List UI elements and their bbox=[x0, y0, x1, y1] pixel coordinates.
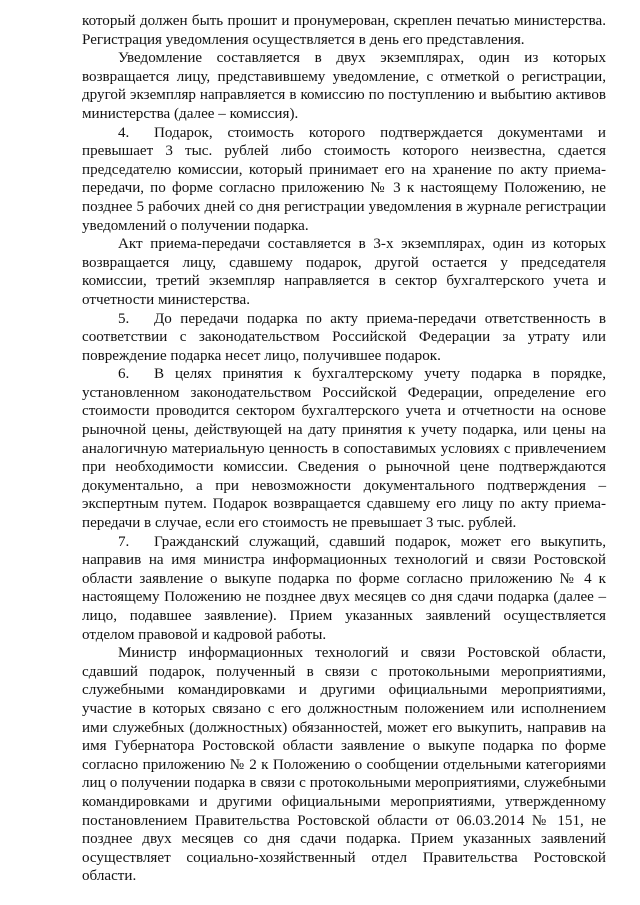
item-number: 5. bbox=[118, 310, 130, 327]
paragraph-item-7 bbox=[82, 533, 606, 645]
document-page bbox=[82, 12, 606, 886]
item-number: 4. bbox=[118, 124, 130, 141]
paragraph-notice-copies bbox=[82, 49, 606, 123]
item-number: 6. bbox=[118, 366, 130, 383]
paragraph-text: Подарок, стоимость которого подтверждается документами и превышает 3 тыс. рублей либо стоимость которого неизвестна, сдается председателю комиссии, который принимает его на хранение по акту приема-передачи, по форме согласно приложению № 3 к настоящему Положению, не позднее 5 рабочих дней со дня регистрации уведомления в журнале регистрации уведомлений о получении подарка. bbox=[82, 124, 606, 234]
paragraph-text: В целях принятия к бухгалтерскому учету подарка в порядке, установленном законодательством Российской Федерации, определение его стоимости проводится сектором бухгалтерского учета и отчетности на основе рыночной цены, действующей на дату принятия к учету подарка, или цены на аналогичную материальную ценность в сопоставимых условиях с привлечением при необходимости комиссии. Сведения о рыночной цене подтверждаются документально, а при невозможности документального подтверждения – экспертным путем. Подарок возвращается сдавшему его лицу по акту приема-передачи в случае, если его стоимость не превышает 3 тыс. рублей. bbox=[82, 366, 606, 532]
paragraph-continuation bbox=[82, 12, 606, 49]
paragraph-text: Министр информационных технологий и связи Ростовской области, сдавший подарок, полученный в связи с протокольными мероприятиями, служебными командировками и другими официальными мероприятиями, участие в которых связано с его должностным положением или исполнением ими служебных (должностных) обязанностей, может его выкупить, направив на имя Губернатора Ростовской области заявление о выкупе подарка по форме согласно приложению № 2 к Положению о сообщении отдельными категориями лиц о получении подарка в связи с протокольными мероприятиями, служебными командировками и другими официальными мероприятиями, утвержденному постановлением Правительства Ростовской области от 06.03.2014 № 151, не позднее двух месяцев со дня сдачи подарка. Прием указанных заявлений осуществляет социально-хозяйственный отдел Правительства Ростовской области. bbox=[82, 645, 606, 885]
paragraph-text: Уведомление составляется в двух экземплярах, один из которых возвращается лицу, представившему уведомление, с отметкой о регистрации, другой экземпляр направляется в комиссию по поступлению и выбытию активов министерства (далее – комиссия). bbox=[82, 50, 606, 122]
paragraph-minister-buyout bbox=[82, 644, 606, 886]
paragraph-text: Акт приема-передачи составляется в 3-х экземплярах, один из которых возвращается лицу, сдавшему подарок, другой остается у председателя комиссии, третий экземпляр направляется в сектор бухгалтерского учета и отчетности министерства. bbox=[82, 236, 606, 308]
paragraph-act-copies bbox=[82, 235, 606, 309]
paragraph-text: До передачи подарка по акту приема-передачи ответственность в соответствии с законодательством Российской Федерации за утрату или повреждение подарка несет лицо, получившее подарок. bbox=[82, 310, 606, 364]
paragraph-text: который должен быть прошит и пронумерован, скреплен печатью министерства. Регистрация уведомления осуществляется в день его представления. bbox=[82, 13, 606, 48]
paragraph-item-5 bbox=[82, 310, 606, 366]
paragraph-item-6 bbox=[82, 365, 606, 532]
paragraph-item-4 bbox=[82, 124, 606, 236]
paragraph-text: Гражданский служащий, сдавший подарок, может его выкупить, направив на имя министра информационных технологий и связи Ростовской области заявление о выкупе подарка по форме согласно приложению № 4 к настоящему Положению не позднее двух месяцев со дня сдачи подарка (далее – лицо, подавшее заявление). Прием указанных заявлений осуществляется отделом правовой и кадровой работы. bbox=[82, 533, 606, 643]
item-number: 7. bbox=[118, 533, 130, 550]
